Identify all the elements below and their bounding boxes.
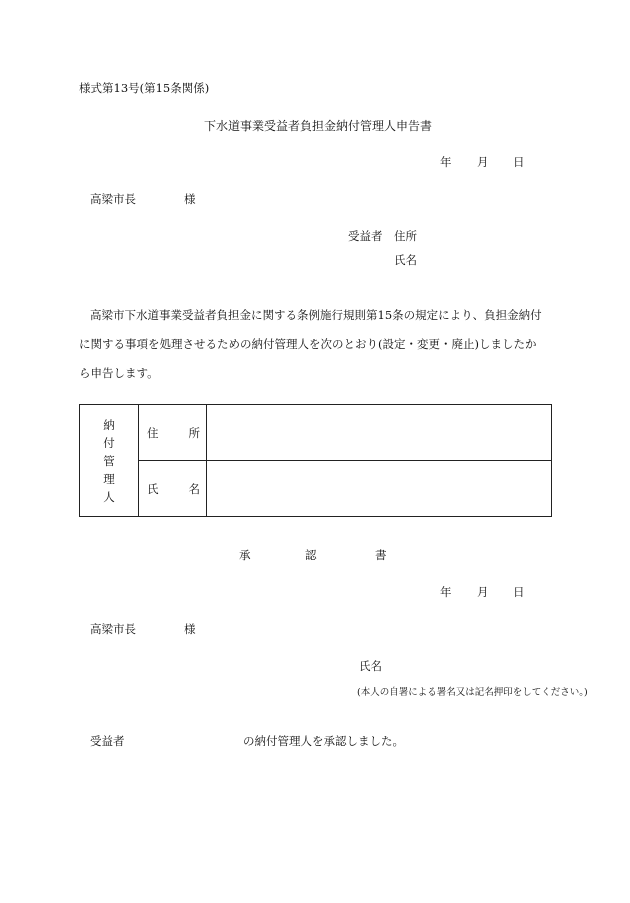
body-line-3: ら申告します。	[79, 366, 159, 380]
form-number: 様式第13号(第15条関係)	[79, 81, 210, 95]
approval-date-day: 日	[513, 585, 525, 599]
body-line-2: に関する事項を処理させるための納付管理人を次のとおり(設定・変更・廃止)しましたか	[79, 337, 537, 351]
addressee-mayor: 高梁市長	[90, 192, 136, 206]
approval-name-label: 氏名	[359, 659, 382, 673]
signature-note: (本人の自署による署名又は記名押印をしてください。)	[357, 687, 588, 698]
agent-header-vertical	[103, 416, 115, 506]
approval-statement: の納付管理人を承認しました。	[243, 734, 404, 748]
agent-header-char: 付	[103, 435, 115, 450]
date-day: 日	[513, 155, 525, 169]
beneficiary-label: 受益者	[348, 229, 383, 243]
approval-title-char: 承	[239, 548, 251, 562]
addressee-honorific: 様	[184, 192, 196, 206]
approval-mayor: 高梁市長	[90, 622, 136, 636]
beneficiary-address-label: 住所	[394, 229, 417, 243]
agent-name-label-char: 氏	[147, 481, 159, 496]
agent-header-char: 理	[103, 471, 115, 486]
date-month: 月	[477, 155, 489, 169]
form-title: 下水道事業受益者負担金納付管理人申告書	[204, 119, 433, 133]
agent-name-label-char: 名	[188, 481, 200, 496]
agent-header-char: 納	[103, 417, 115, 432]
approval-beneficiary-label: 受益者	[90, 734, 125, 748]
agent-address-label-cell	[139, 405, 207, 461]
approval-date-month: 月	[477, 585, 489, 599]
agent-name-label-cell	[139, 461, 207, 517]
approval-title-char: 認	[305, 548, 317, 562]
agent-header-char: 人	[103, 489, 115, 504]
payment-agent-table	[79, 404, 552, 517]
date-year: 年	[440, 155, 452, 169]
beneficiary-name-label: 氏名	[394, 253, 417, 267]
approval-honorific: 様	[184, 622, 196, 636]
body-line-1: 高梁市下水道事業受益者負担金に関する条例施行規則第15条の規定により、負担金納付	[90, 308, 542, 322]
agent-address-label-char: 住	[147, 425, 159, 440]
approval-date-year: 年	[440, 585, 452, 599]
agent-header-cell	[80, 405, 139, 517]
agent-address-label-char: 所	[188, 425, 200, 440]
agent-header-char: 管	[103, 453, 115, 468]
approval-title-char: 書	[375, 548, 387, 562]
agent-address-field[interactable]	[207, 405, 552, 461]
agent-name-field[interactable]	[207, 461, 552, 517]
